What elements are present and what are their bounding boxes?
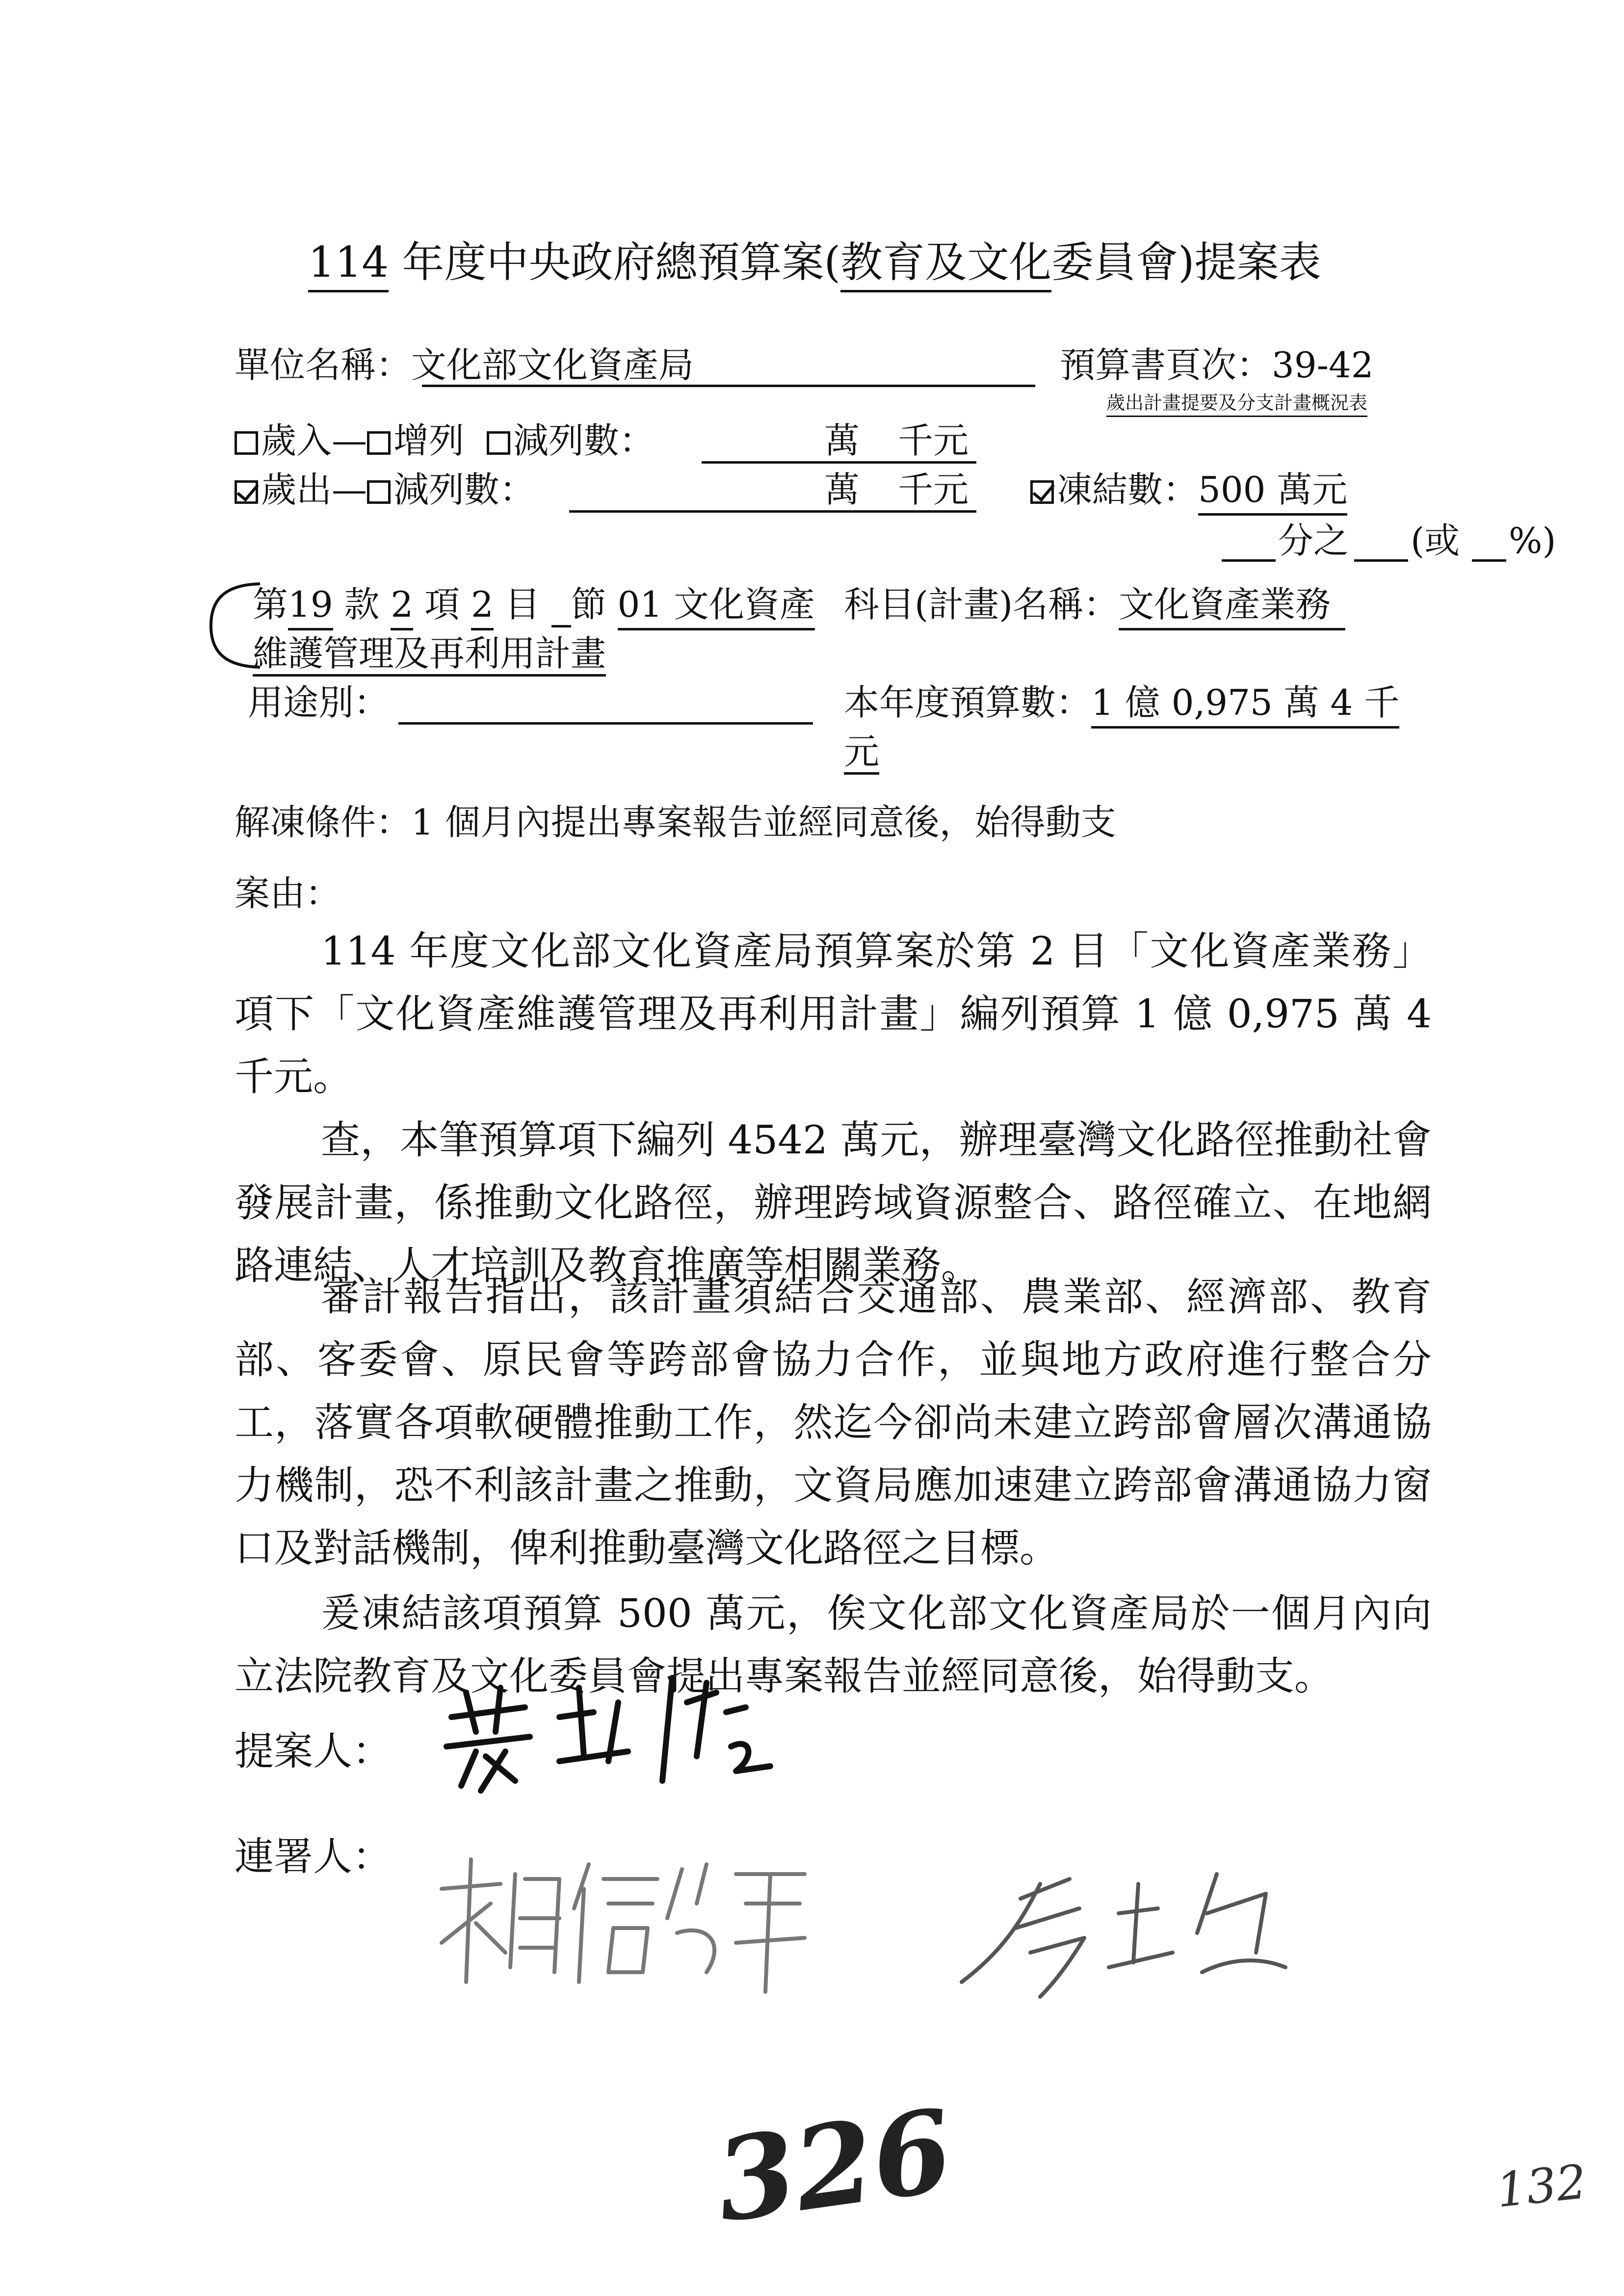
expense-label: 歲出— bbox=[261, 469, 367, 510]
fraction-or: (或 bbox=[1411, 520, 1460, 561]
revenue-label: 歲入— bbox=[261, 420, 367, 461]
current-budget-value: 1 億 0,975 萬 4 千 bbox=[1091, 682, 1399, 729]
item-mu-label: 目 bbox=[493, 584, 551, 625]
item-xiang-label: 項 bbox=[413, 584, 471, 625]
reason-paragraph-3: 審計報告指出，該計畫須結合交通部、農業部、經濟部、教育部、客委會、原民會等跨部會協力合作，並與地方政府進行整合分工，落實各項軟硬體推動工作，然迄今卻尚未建立跨部會層次溝通協力機制，恐不利該計畫之推動，文資局應加速建立跨部會溝通協力窗口及對話機制，俾利推動臺灣文化路徑之目標。 bbox=[235, 1274, 1432, 1571]
item-kuan-label: 款 bbox=[333, 584, 391, 625]
reason-label: 案由： bbox=[235, 873, 341, 914]
cosigner-signature-2 bbox=[942, 1854, 1295, 2002]
fraction-pct: %) bbox=[1509, 520, 1556, 561]
expense-decrease-label: 減列數： bbox=[393, 469, 535, 510]
reason-paragraph-1: 114 年度文化部文化資產局預算案於第 2 目「文化資產業務」項下「文化資產維護管理及再利用計畫」編列預算 1 億 0,975 萬 4 千元。 bbox=[235, 928, 1432, 1099]
title-year: 114 bbox=[308, 238, 389, 292]
revenue-checkbox[interactable] bbox=[235, 431, 258, 455]
proposer-signature bbox=[432, 1658, 805, 1796]
handwritten-page-mark: 326 bbox=[708, 2084, 960, 2248]
fraction-fen: 分之 bbox=[1278, 520, 1349, 561]
current-budget-value-cont: 元 bbox=[844, 734, 879, 775]
unit-row bbox=[235, 344, 694, 386]
item-mu: 2 bbox=[471, 584, 494, 630]
subject-value: 文化資產業務 bbox=[1119, 584, 1345, 630]
freeze-value: 500 萬元 bbox=[1198, 469, 1347, 516]
title-text-a: 年度中央政府總預算案( bbox=[389, 238, 841, 287]
proposer-label: 提案人： bbox=[235, 1728, 392, 1774]
handwritten-corner-mark: 132 bbox=[1493, 2154, 1589, 2218]
revenue-row bbox=[235, 420, 655, 461]
expense-decrease-checkbox[interactable] bbox=[367, 480, 391, 504]
item-plan-cont: 維護管理及再利用計畫 bbox=[253, 636, 606, 677]
reason-paragraph-4: 爰凍結該項預算 500 萬元，俟文化部文化資產局於一個月內向立法院教育及文化委員會提出專案報告並經同意後，始得動支。 bbox=[235, 1591, 1432, 1699]
revenue-amount-line bbox=[702, 461, 976, 464]
freeze-row bbox=[1030, 469, 1348, 510]
current-budget-label: 本年度預算數： bbox=[844, 682, 1092, 723]
expense-checkbox[interactable] bbox=[235, 480, 258, 504]
subject-label: 科目(計畫)名稱： bbox=[844, 584, 1119, 625]
reason-paragraph-2: 查，本筆預算項下編列 4542 萬元，辦理臺灣文化路徑推動社會發展計畫，係推動文化路徑，辦理跨域資源整合、路徑確立、在地網路連結、人才培訓及教育推廣等相關業務。 bbox=[235, 1117, 1432, 1288]
subject-row bbox=[844, 584, 1345, 625]
unfreeze-label: 解凍條件： bbox=[235, 802, 412, 843]
revenue-increase-checkbox[interactable] bbox=[367, 431, 391, 455]
revenue-wan: 萬 bbox=[824, 420, 860, 461]
title-text-b: 委員會)提案表 bbox=[1051, 238, 1321, 287]
unfreeze-value: 1 個月內提出專案報告並經同意後，始得動支 bbox=[411, 802, 1116, 843]
freeze-label: 凍結數： bbox=[1057, 469, 1199, 510]
item-line-1 bbox=[253, 584, 815, 627]
revenue-qian: 千元 bbox=[898, 420, 969, 461]
usage-underline bbox=[398, 722, 813, 725]
cosigner-label: 連署人： bbox=[235, 1834, 392, 1879]
usage-label: 用途別： bbox=[248, 682, 390, 723]
budget-page-label: 預算書頁次： bbox=[1060, 344, 1272, 386]
item-jie-label: 節 bbox=[571, 584, 618, 625]
title-committee: 教育及文化 bbox=[840, 238, 1051, 292]
item-plan: 01 文化資產 bbox=[618, 584, 815, 630]
item-kuan: 19 bbox=[288, 584, 333, 630]
cosigner-signature-1 bbox=[432, 1845, 834, 2002]
expense-row bbox=[235, 469, 535, 510]
unfreeze-row bbox=[235, 802, 1116, 843]
revenue-decrease-checkbox[interactable] bbox=[487, 431, 510, 455]
unit-value: 文化部文化資產局 bbox=[411, 344, 694, 386]
page-title bbox=[308, 238, 1321, 287]
item-xiang: 2 bbox=[391, 584, 413, 630]
unit-label: 單位名稱： bbox=[235, 344, 412, 386]
item-kuan-prefix: 第 bbox=[253, 584, 288, 625]
expense-amount-line bbox=[569, 510, 976, 513]
freeze-checkbox[interactable] bbox=[1030, 480, 1054, 504]
fraction-numerator-line bbox=[1222, 559, 1276, 562]
fraction-percent-line bbox=[1472, 559, 1506, 562]
item-jie-blank bbox=[551, 587, 571, 627]
budget-page-note: 歲出計畫提要及分支計畫概況表 bbox=[1106, 388, 1367, 417]
expense-qian: 千元 bbox=[898, 469, 969, 510]
budget-page bbox=[1060, 344, 1374, 386]
revenue-decrease-label: 減列數： bbox=[513, 420, 655, 461]
budget-page-value: 39-42 bbox=[1272, 344, 1374, 386]
revenue-increase-label: 增列 bbox=[393, 420, 465, 461]
unit-underline bbox=[422, 385, 1035, 387]
current-budget-row bbox=[844, 682, 1400, 723]
expense-wan: 萬 bbox=[824, 469, 860, 510]
fraction-denominator-line bbox=[1354, 559, 1408, 562]
